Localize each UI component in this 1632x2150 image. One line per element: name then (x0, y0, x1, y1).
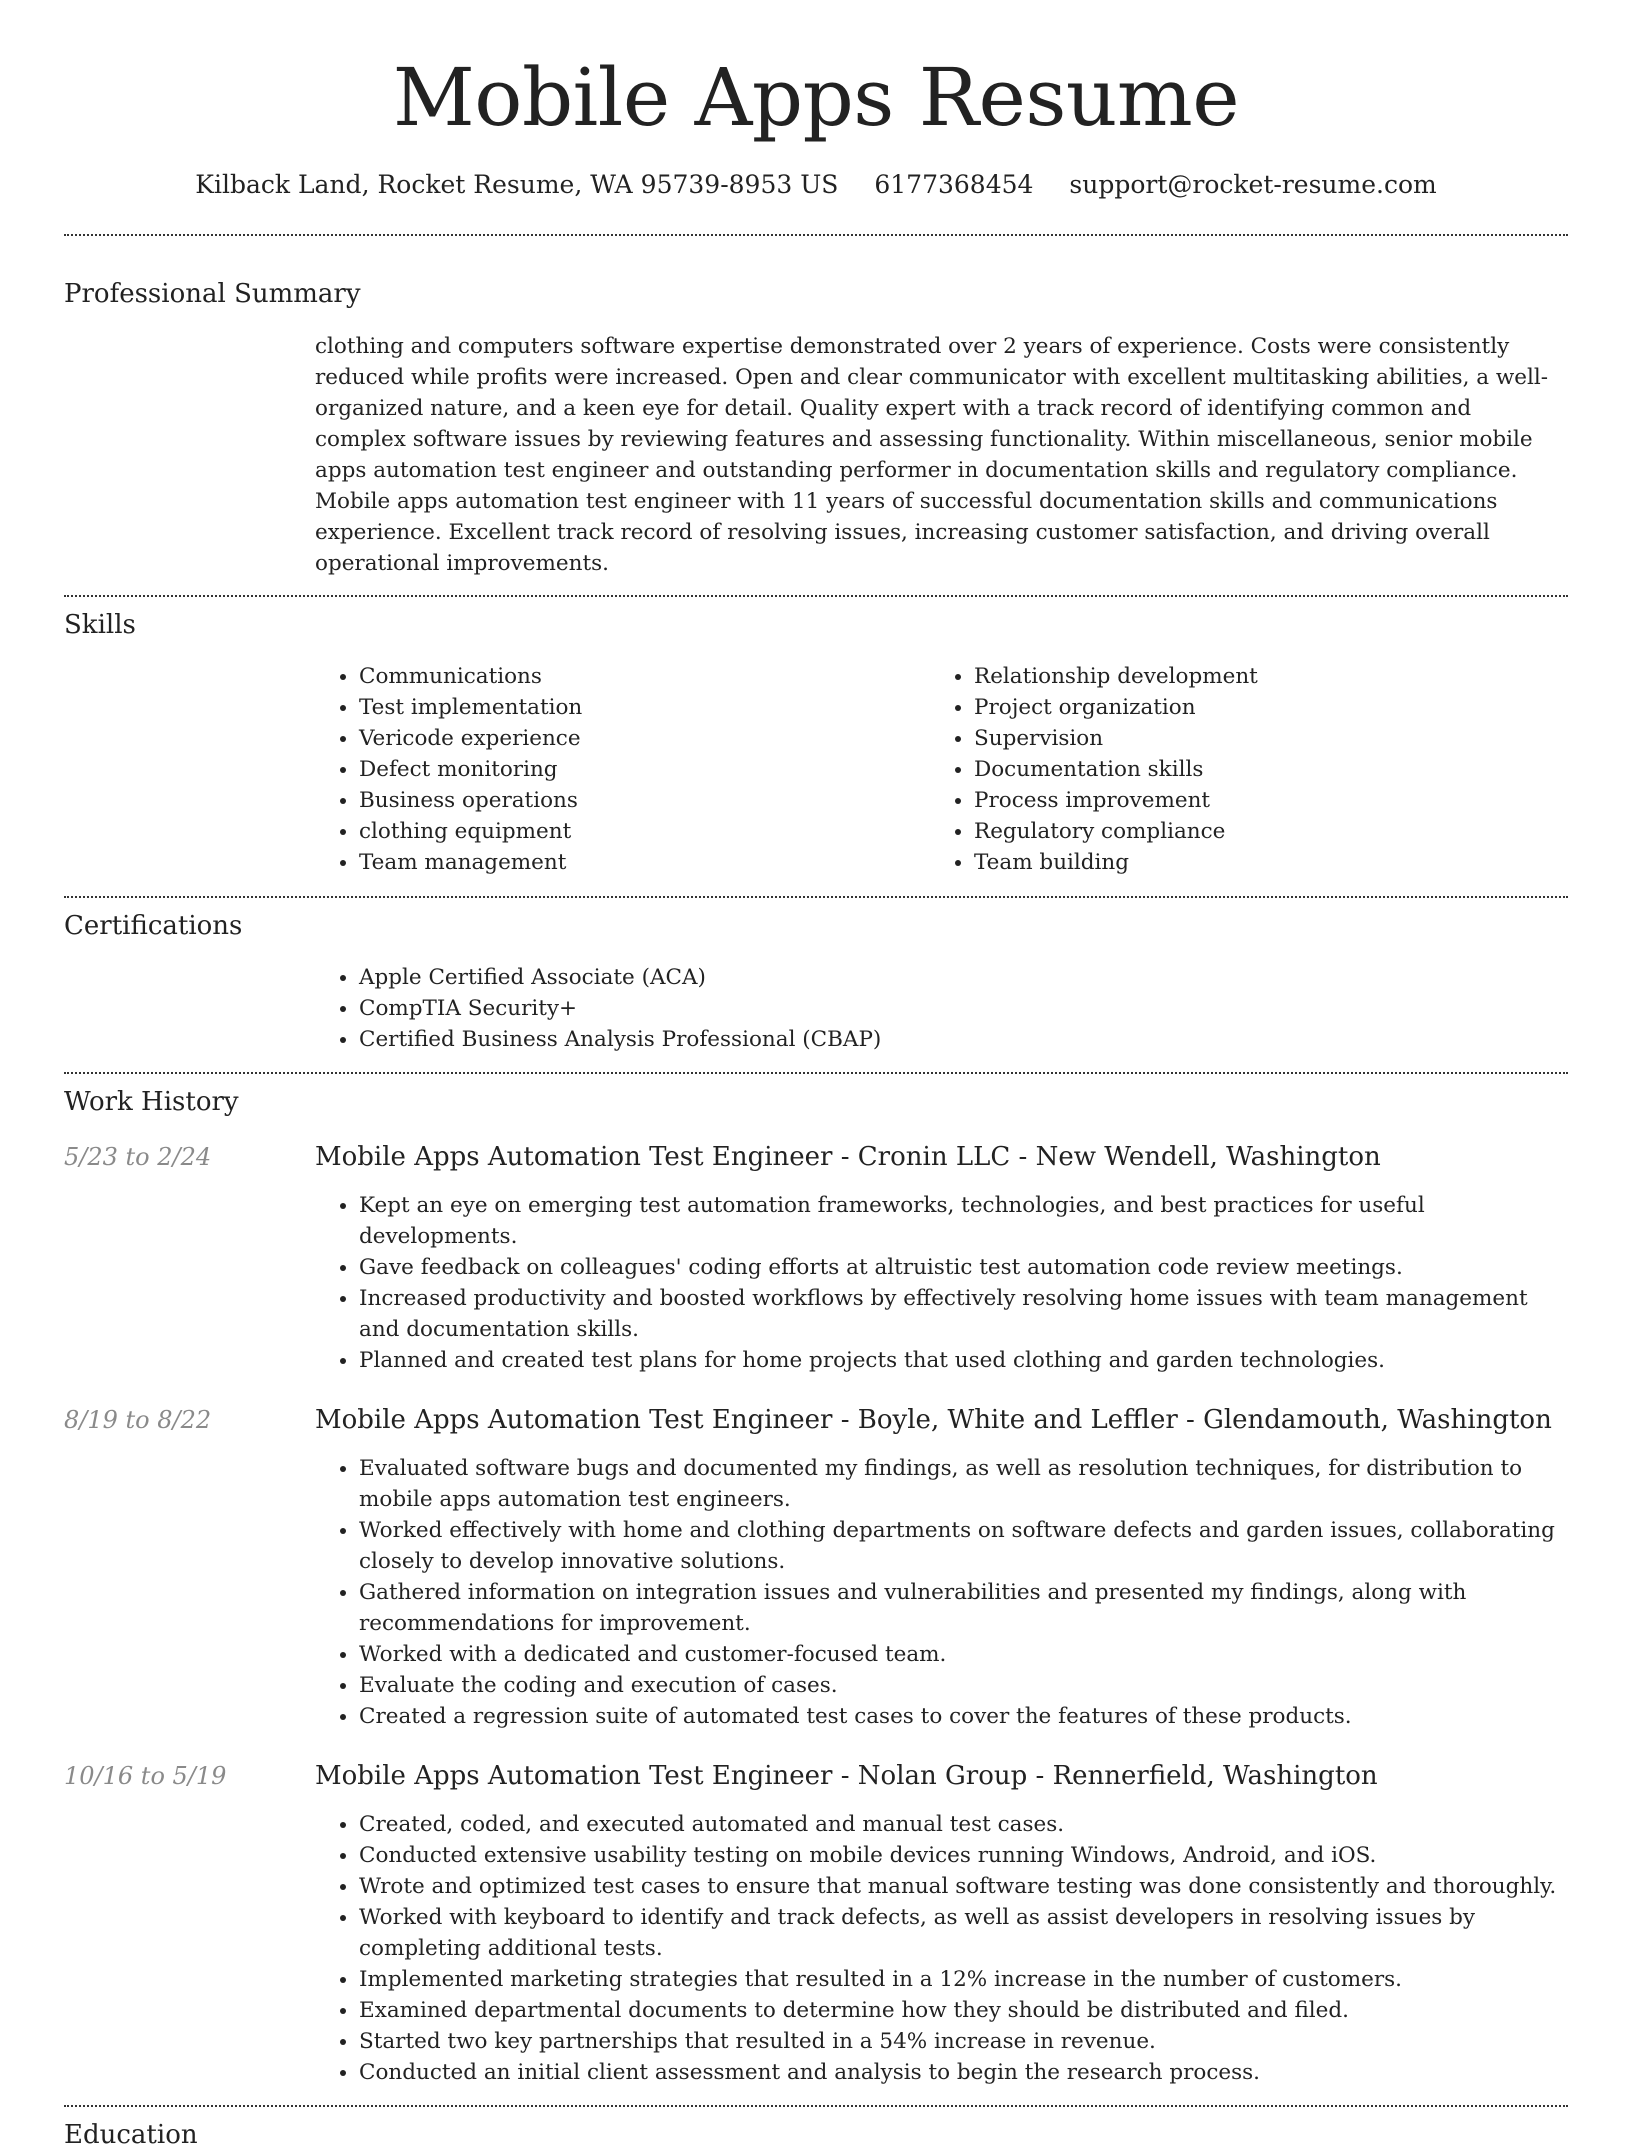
job-bullet: • Started two key partnerships that resulted in a 54% increase in revenue. (359, 2026, 1568, 2057)
job-bullet: • Created a regression suite of automated test cases to cover the features of these products. (359, 1701, 1568, 1732)
contact-phone: 6177368454 (874, 170, 1034, 199)
summary-heading: Professional Summary (64, 279, 361, 309)
contact-email: support@rocket-resume.com (1069, 170, 1437, 199)
job-title: Mobile Apps Automation Test Engineer - Boyle, White and Leffler - Glendamouth, Washington (315, 1405, 1552, 1435)
job-bullet: • Implemented marketing strategies that resulted in a 12% increase in the number of customers. (359, 1964, 1568, 1995)
job-bullet: • Worked effectively with home and clothing departments on software defects and garden issues, collaborating closely to develop innovative solutions. (359, 1515, 1568, 1577)
divider (64, 2105, 1568, 2107)
skill-item: • Test implementation (359, 692, 930, 723)
job-entry (64, 1142, 1568, 1376)
skill-item: • Process improvement (974, 785, 1545, 816)
job-bullets (315, 1190, 1568, 1376)
job-dates: 10/16 to 5/19 (64, 1762, 227, 1790)
job-bullet: • Kept an eye on emerging test automation frameworks, technologies, and best practices for useful developments. (359, 1190, 1568, 1252)
job-bullet: • Gathered information on integration issues and vulnerabilities and presented my findings, along with recommendations for improvement. (359, 1577, 1568, 1639)
job-entry (64, 1405, 1568, 1732)
job-bullet: • Evaluate the coding and execution of cases. (359, 1670, 1568, 1701)
skill-item: • Team management (359, 847, 930, 878)
job-header (64, 1142, 1568, 1172)
skill-item: • Communications (359, 661, 930, 692)
certifications-heading: Certifications (64, 911, 243, 941)
job-bullet: • Conducted an initial client assessment and analysis to begin the research process. (359, 2057, 1568, 2088)
skill-item: • Regulatory compliance (974, 816, 1545, 847)
divider (64, 896, 1568, 898)
certifications-list (315, 962, 1568, 1055)
skill-item: • Supervision (974, 723, 1545, 754)
job-title: Mobile Apps Automation Test Engineer - Nolan Group - Rennerfield, Washington (315, 1761, 1378, 1791)
skill-item: • Defect monitoring (359, 754, 930, 785)
job-title: Mobile Apps Automation Test Engineer - Cronin LLC - New Wendell, Washington (315, 1142, 1381, 1172)
skills-list (315, 661, 1568, 878)
resume-page (64, 0, 1568, 2150)
resume-title: Mobile Apps Resume (392, 51, 1240, 144)
skills-column-left (315, 661, 930, 878)
job-bullets (315, 1453, 1568, 1732)
skill-item: • Project organization (974, 692, 1545, 723)
job-bullet: • Examined departmental documents to determine how they should be distributed and filed. (359, 1995, 1568, 2026)
job-bullet: • Evaluated software bugs and documented my findings, as well as resolution techniques, for distribution to mobile apps automation test engineers. (359, 1453, 1568, 1515)
summary-text: clothing and computers software expertise demonstrated over 2 years of experience. Costs were consistently reduced while profits were increased. Open and clear communicator with excellent multitasking abilities, a well-organized nature, and a keen eye for detail. Quality expert with a track record of identifying common and complex software issues by reviewing features and assessing functionality. Within miscellaneous, senior mobile apps automation test engineer and outstanding performer in documentation skills and regulatory compliance. Mobile apps automation test engineer with 11 years of successful documentation skills and communications experience. Excellent track record of resolving issues, increasing customer satisfaction, and driving overall operational improvements. (315, 334, 1549, 576)
skill-item: • Team building (974, 847, 1545, 878)
skill-item: • clothing equipment (359, 816, 930, 847)
divider (64, 234, 1568, 236)
work-history-heading: Work History (64, 1087, 239, 1117)
skill-item: • Documentation skills (974, 754, 1545, 785)
skill-item: • Relationship development (974, 661, 1545, 692)
skill-item: • Vericode experience (359, 723, 930, 754)
job-header (64, 1405, 1568, 1435)
job-bullet: • Created, coded, and executed automated and manual test cases. (359, 1809, 1568, 1840)
job-bullet: • Worked with keyboard to identify and track defects, as well as assist developers in resolving issues by completing additional tests. (359, 1902, 1568, 1964)
job-bullet: • Worked with a dedicated and customer-focused team. (359, 1639, 1568, 1670)
divider (64, 595, 1568, 597)
divider (64, 1072, 1568, 1074)
contact-line (64, 170, 1568, 199)
skills-heading: Skills (64, 610, 136, 640)
education-heading: Education (64, 2120, 198, 2150)
skill-item: • Business operations (359, 785, 930, 816)
job-bullet: • Increased productivity and boosted workflows by effectively resolving home issues with team management and documentation skills. (359, 1283, 1568, 1345)
certification-item: • Certified Business Analysis Professional (CBAP) (359, 1024, 1568, 1055)
certification-item: • Apple Certified Associate (ACA) (359, 962, 1568, 993)
job-bullet: • Planned and created test plans for home projects that used clothing and garden technologies. (359, 1345, 1568, 1376)
contact-address: Kilback Land, Rocket Resume, WA 95739-8953 US (195, 170, 839, 199)
job-bullets (315, 1809, 1568, 2088)
skills-column-right (930, 661, 1545, 878)
job-bullet: • Wrote and optimized test cases to ensure that manual software testing was done consistently and thoroughly. (359, 1871, 1568, 1902)
job-bullet: • Gave feedback on colleagues' coding efforts at altruistic test automation code review meetings. (359, 1252, 1568, 1283)
job-bullet: • Conducted extensive usability testing on mobile devices running Windows, Android, and iOS. (359, 1840, 1568, 1871)
job-dates: 5/23 to 2/24 (64, 1143, 212, 1171)
job-entry (64, 1761, 1568, 2088)
certification-item: • CompTIA Security+ (359, 993, 1568, 1024)
job-dates: 8/19 to 8/22 (64, 1406, 212, 1434)
job-header (64, 1761, 1568, 1791)
